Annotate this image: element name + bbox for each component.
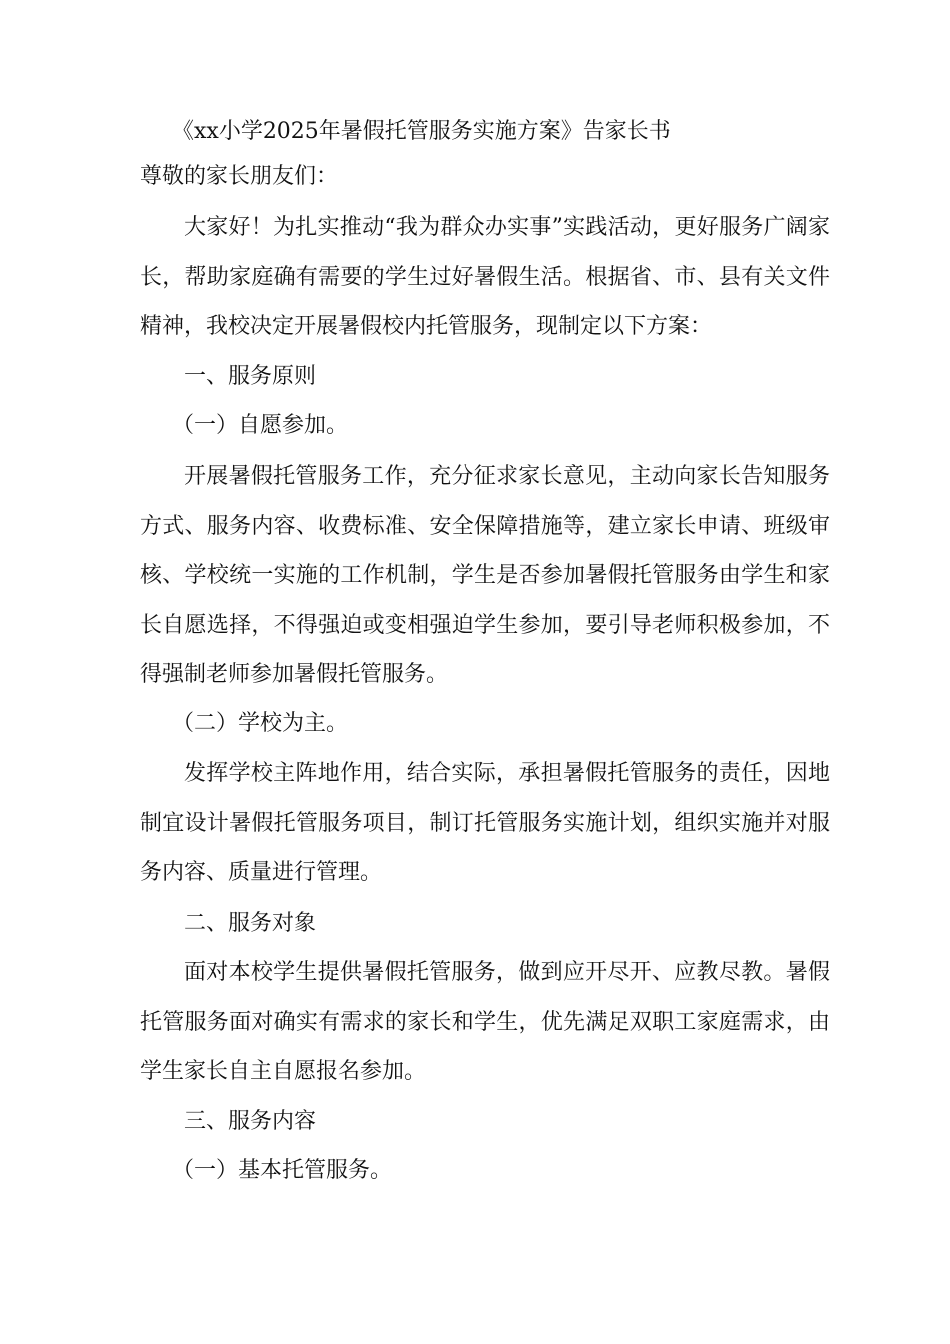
salutation: 尊敬的家长朋友们： (140, 164, 339, 189)
section-2-heading: 二、服务对象 (184, 911, 317, 936)
section-1-sub-2-paragraph: 发挥学校主阵地作用，结合实际，承担暑假托管服务的责任，因地制宜设计暑假托管服务项目，制订托管服务实施计划，组织实施并对服务内容、质量进行管理。 (140, 761, 830, 885)
section-1-heading: 一、服务原则 (184, 364, 317, 389)
section-1-subheading-1: （一）自愿参加。 (172, 413, 349, 438)
section-2-paragraph: 面对本校学生提供暑假托管服务，做到应开尽开、应教尽教。暑假托管服务面对确实有需求的家长和学生，优先满足双职工家庭需求，由学生家长自主自愿报名参加。 (140, 960, 830, 1084)
section-3-heading: 三、服务内容 (184, 1109, 317, 1134)
document-title: 《xx小学2025年暑假托管服务实施方案》告家长书 (172, 119, 671, 144)
section-1-subheading-2: （二）学校为主。 (172, 711, 349, 736)
section-1-sub-1-paragraph: 开展暑假托管服务工作，充分征求家长意见，主动向家长告知服务方式、服务内容、收费标准、安全保障措施等，建立家长申请、班级审核、学校统一实施的工作机制，学生是否参加暑假托管服务由学生和家长自愿选择，不得强迫或变相强迫学生参加，要引导老师积极参加，不得强制老师参加暑假托管服务。 (140, 464, 830, 687)
section-3-subheading-1: （一）基本托管服务。 (172, 1158, 393, 1183)
intro-paragraph: 大家好！为扎实推动“我为群众办实事”实践活动，更好服务广阔家长，帮助家庭确有需要的学生过好暑假生活。根据省、市、县有关文件精神，我校决定开展暑假校内托管服务，现制定以下方案： (140, 215, 830, 339)
